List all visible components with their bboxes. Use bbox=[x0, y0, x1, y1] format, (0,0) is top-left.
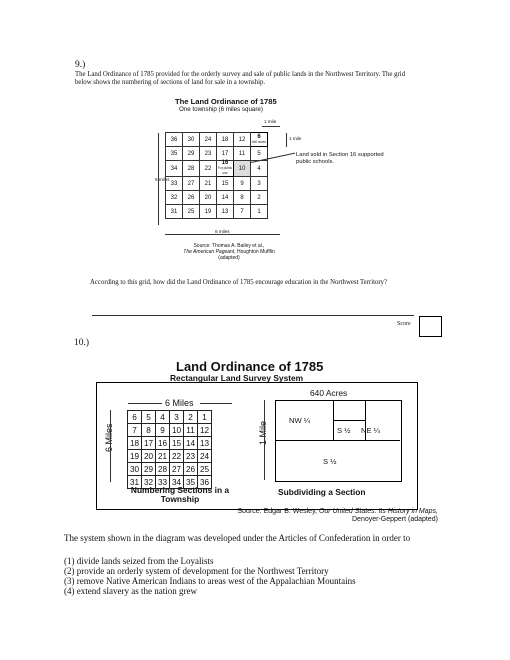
grid2-cell: 23 bbox=[184, 450, 198, 463]
grid1-cell: 31 bbox=[166, 205, 183, 219]
grid2-cell: 10 bbox=[170, 424, 184, 437]
grid2-cell: 28 bbox=[156, 463, 170, 476]
grid2-cell: 5 bbox=[142, 411, 156, 424]
figure2-township-grid bbox=[127, 410, 212, 489]
section-divider-horizontal-2 bbox=[333, 420, 365, 421]
figure2-6-miles-top-label: 6 Miles bbox=[165, 398, 194, 408]
figure1-left-6mile-arrow bbox=[158, 133, 159, 225]
figure1-bottom-6mile-arrow bbox=[165, 234, 280, 235]
grid1-cell-number: 16 bbox=[221, 160, 229, 166]
grid1-cell: 8 bbox=[234, 191, 251, 205]
figure2-source-title: Our United States: Its History in Maps, bbox=[318, 508, 438, 515]
grid1-row bbox=[166, 177, 268, 191]
question-9-intro: The Land Ordinance of 1785 provided for the orderly survey and sale of public lands in the Northwest Territory. The grid below shows the numbering of sections of land for sale in a township. bbox=[75, 71, 406, 86]
section-diagram bbox=[275, 400, 402, 482]
grid1-cell: 32 bbox=[166, 191, 183, 205]
grid2-cell: 13 bbox=[198, 437, 212, 450]
grid2-row bbox=[128, 463, 212, 476]
grid1-cell: 15 bbox=[217, 177, 234, 191]
grid1-cell: 30 bbox=[183, 133, 200, 147]
figure1-6-miles-bottom-label: 6 miles bbox=[215, 229, 230, 234]
grid2-cell: 17 bbox=[142, 437, 156, 450]
grid1-cell-number: 6 bbox=[257, 133, 261, 140]
grid2-cell: 18 bbox=[128, 437, 142, 450]
grid1-cell: 24 bbox=[200, 133, 217, 147]
figure1-source-line1: Source: Thomas A. Bailey et al., bbox=[193, 243, 265, 249]
figure1-side-mile-arrow bbox=[286, 133, 287, 147]
acres-label: 640 acres bbox=[252, 139, 266, 144]
answer-option-3[interactable]: (3) remove Native American Indians to areas west of the Appalachian Mountains bbox=[64, 576, 356, 586]
answer-option-1[interactable]: (1) divide lands seized from the Loyalists bbox=[64, 556, 214, 566]
grid1-cell: 33 bbox=[166, 177, 183, 191]
grid2-cell: 11 bbox=[184, 424, 198, 437]
grid1-cell: 27 bbox=[183, 177, 200, 191]
grid1-cell: 9 bbox=[234, 177, 251, 191]
grid1-cell: 26 bbox=[183, 191, 200, 205]
grid1-cell: 10 bbox=[234, 161, 251, 177]
figure1-source-line3: (adapted) bbox=[218, 255, 240, 261]
grid2-cell: 27 bbox=[170, 463, 184, 476]
grid2-cell: 15 bbox=[170, 437, 184, 450]
grid2-cell: 16 bbox=[156, 437, 170, 450]
grid2-cell: 24 bbox=[198, 450, 212, 463]
figure2-top-arrow-right bbox=[200, 403, 232, 404]
grid1-cell: 23 bbox=[200, 147, 217, 161]
grid2-cell: 30 bbox=[128, 463, 142, 476]
grid2-cell: 8 bbox=[142, 424, 156, 437]
grid1-cell: 1 bbox=[251, 205, 268, 219]
figure1-title: The Land Ordinance of 1785 bbox=[175, 97, 277, 106]
grid1-row bbox=[166, 133, 268, 147]
grid1-cell: 2 bbox=[251, 191, 268, 205]
figure1-callout: Land sold in Section 16 supported public schools. bbox=[296, 152, 384, 165]
grid2-row bbox=[128, 437, 212, 450]
figure2-source-prefix: Source: Edgar B. Wesley, bbox=[237, 508, 319, 515]
figure1-source-line2: , Houghton Mufflin bbox=[234, 249, 275, 255]
grid2-cell: 20 bbox=[142, 450, 156, 463]
grid1-cell: 28 bbox=[183, 161, 200, 177]
grid1-cell: 20 bbox=[200, 191, 217, 205]
figure1-township-grid bbox=[165, 132, 268, 219]
grid1-cell: 19 bbox=[200, 205, 217, 219]
grid1-cell: 22 bbox=[200, 161, 217, 177]
grid1-cell: 17 bbox=[217, 147, 234, 161]
section-s-half-small-label: S ½ bbox=[337, 426, 351, 435]
grid1-cell: 36 bbox=[166, 133, 183, 147]
grid1-cell: 29 bbox=[183, 147, 200, 161]
question-9-number: 9.) bbox=[75, 60, 86, 70]
grid2-cell: 6 bbox=[128, 411, 142, 424]
grid2-cell: 35 bbox=[184, 476, 198, 489]
grid2-row bbox=[128, 424, 212, 437]
grid1-cell: 3 bbox=[251, 177, 268, 191]
grid2-cell: 36 bbox=[198, 476, 212, 489]
figure2-title: Land Ordinance of 1785 bbox=[176, 359, 324, 374]
score-box[interactable] bbox=[419, 316, 442, 337]
grid2-cell: 21 bbox=[156, 450, 170, 463]
grid2-cell: 29 bbox=[142, 463, 156, 476]
figure2-caption-section: Subdividing a Section bbox=[278, 487, 366, 497]
grid2-cell: 19 bbox=[128, 450, 142, 463]
section-s-half-label: S ½ bbox=[323, 457, 337, 466]
grid1-cell: 4 bbox=[251, 161, 268, 177]
grid1-cell: 12 bbox=[234, 133, 251, 147]
figure2-side-arrow bbox=[110, 410, 111, 482]
figure2-source-suffix: Denoyer-Geppert (adapted) bbox=[352, 516, 438, 523]
figure2-640-acres-label: 640 Acres bbox=[310, 388, 348, 398]
grid2-cell: 34 bbox=[170, 476, 184, 489]
grid2-cell: 14 bbox=[184, 437, 198, 450]
grid1-cell: 35 bbox=[166, 147, 183, 161]
grid1-cell: 18 bbox=[217, 133, 234, 147]
section-divider-horizontal bbox=[275, 440, 400, 441]
figure2-subtitle: Rectangular Land Survey System bbox=[170, 373, 304, 383]
grid2-cell: 26 bbox=[184, 463, 198, 476]
grid1-cell: 13 bbox=[217, 205, 234, 219]
section-ne-quarter-label: NE ¼ bbox=[361, 426, 380, 435]
figure1-source-title: The American Pageant bbox=[183, 249, 235, 255]
figure1-top-mile-arrow bbox=[262, 126, 280, 127]
answer-option-4[interactable]: (4) extend slavery as the nation grew bbox=[64, 586, 197, 596]
answer-option-2[interactable]: (2) provide an orderly system of development for the Northwest Territory bbox=[64, 566, 329, 576]
figure2-source bbox=[158, 508, 438, 524]
grid2-cell: 7 bbox=[128, 424, 142, 437]
grid1-cell: 25 bbox=[183, 205, 200, 219]
question-10-stem: The system shown in the diagram was developed under the Articles of Confederation in order to bbox=[64, 533, 411, 543]
figure1-source bbox=[174, 243, 284, 261]
public-use-label: For public use bbox=[218, 166, 232, 175]
figure2-1-mile-label: 1 Mile bbox=[258, 420, 268, 445]
grid1-cell: 7 bbox=[234, 205, 251, 219]
grid2-cell: 32 bbox=[142, 476, 156, 489]
grid1-cell: 21 bbox=[200, 177, 217, 191]
question-10-number: 10.) bbox=[74, 338, 90, 348]
grid1-cell: 34 bbox=[166, 161, 183, 177]
grid2-cell: 25 bbox=[198, 463, 212, 476]
grid2-cell: 9 bbox=[156, 424, 170, 437]
grid1-cell: 14 bbox=[217, 191, 234, 205]
grid2-cell: 2 bbox=[184, 411, 198, 424]
grid1-row bbox=[166, 205, 268, 219]
score-label: Score bbox=[397, 321, 411, 327]
answer-line[interactable] bbox=[92, 315, 414, 316]
grid1-cell: 11 bbox=[234, 147, 251, 161]
grid1-cell-section-6 bbox=[251, 133, 268, 147]
grid2-cell: 31 bbox=[128, 476, 142, 489]
grid2-row bbox=[128, 450, 212, 463]
grid1-row bbox=[166, 191, 268, 205]
section-nw-quarter-label: NW ¼ bbox=[289, 416, 311, 425]
figure2-6-miles-side-label: 6 Miles bbox=[104, 423, 114, 452]
grid1-row bbox=[166, 147, 268, 161]
grid1-row bbox=[166, 161, 268, 177]
question-9-prompt: According to this grid, how did the Land Ordinance of 1785 encourage education in the Northwest Territory? bbox=[90, 279, 388, 286]
grid1-cell: 5 bbox=[251, 147, 268, 161]
figure1-6-miles-side-label: 6 miles bbox=[155, 177, 170, 182]
grid2-cell: 1 bbox=[198, 411, 212, 424]
grid2-row bbox=[128, 411, 212, 424]
figure1-1-mile-top-label: 1 mile bbox=[264, 119, 277, 124]
grid2-cell: 12 bbox=[198, 424, 212, 437]
grid2-cell: 22 bbox=[170, 450, 184, 463]
figure1-subtitle: One township (6 miles square) bbox=[179, 106, 263, 113]
figure2-top-arrow-left bbox=[128, 403, 162, 404]
grid2-cell: 4 bbox=[156, 411, 170, 424]
grid1-cell-section-16 bbox=[217, 161, 234, 177]
grid2-cell: 33 bbox=[156, 476, 170, 489]
figure2-1-mile-arrow bbox=[264, 400, 265, 480]
grid2-cell: 3 bbox=[170, 411, 184, 424]
figure2-caption-township: Numbering Sections in a Township bbox=[130, 485, 230, 504]
figure1-1-mile-side-label: 1 mile bbox=[289, 136, 302, 141]
